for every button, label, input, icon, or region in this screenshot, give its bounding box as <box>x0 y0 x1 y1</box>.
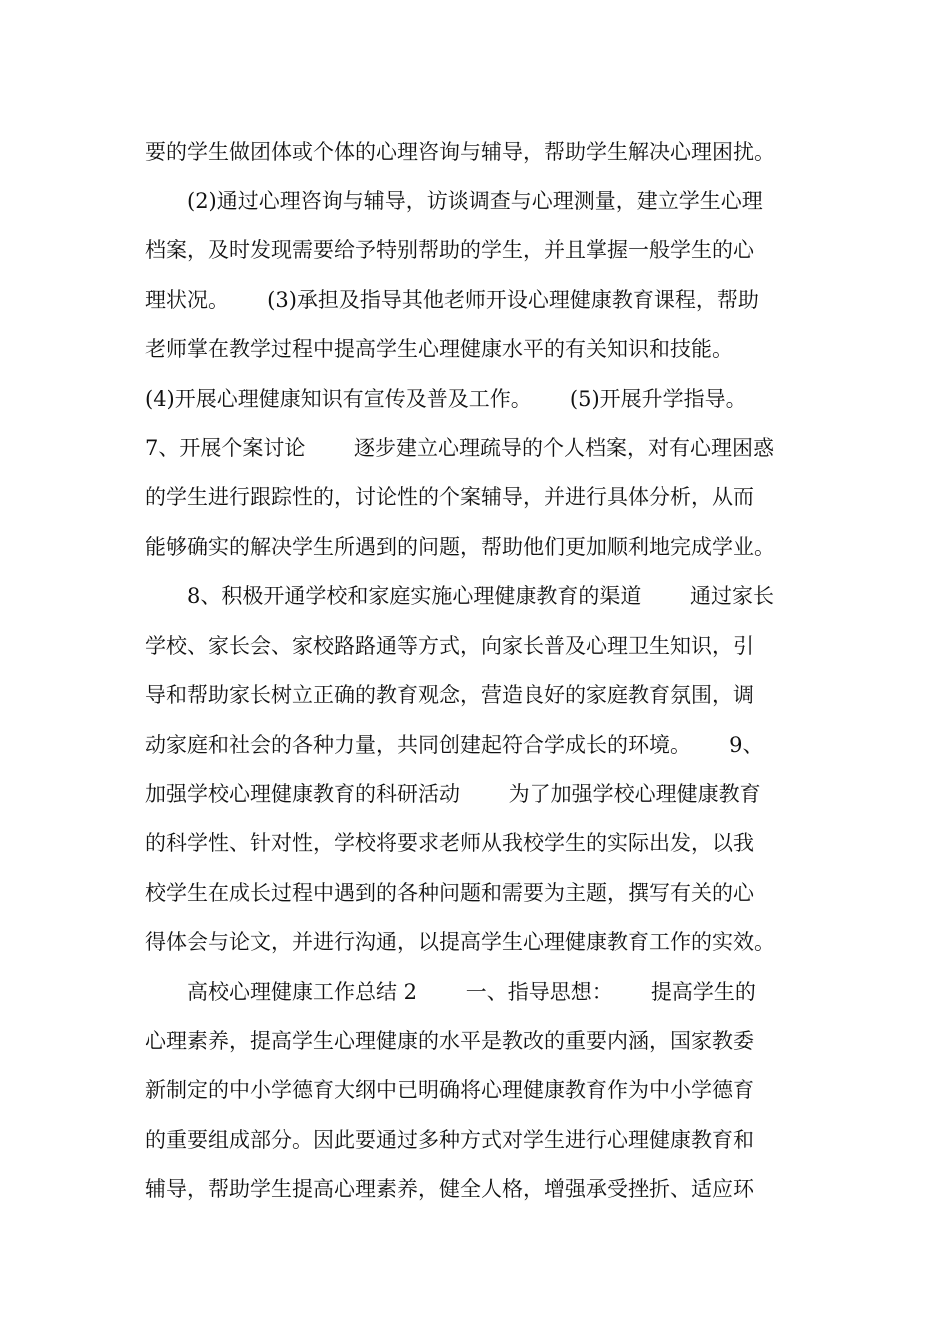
text-line-14: 加强学校心理健康教育的科研活动 为了加强学校心理健康教育 <box>145 782 761 806</box>
text-line-15: 的科学性、针对性，学校将要求老师从我校学生的实际出发，以我 <box>145 831 754 855</box>
text-line-19: 心理素养，提高学生心理健康的水平是教改的重要内涵，国家教委 <box>145 1029 754 1053</box>
text-line-1: 要的学生做团体或个体的心理咨询与辅导，帮助学生解决心理困扰。 <box>145 140 775 164</box>
text-line-16: 校学生在成长过程中遇到的各种问题和需要为主题，撰写有关的心 <box>145 881 754 905</box>
text-line-8: 的学生进行跟踪性的，讨论性的个案辅导，并进行具体分析，从而 <box>145 485 754 509</box>
text-line-13: 动家庭和社会的各种力量，共同创建起符合学成长的环境。 9、 <box>145 733 764 757</box>
text-line-5: 老师掌在教学过程中提高学生心理健康水平的有关知识和技能。 <box>145 337 733 361</box>
text-line-4: 理状况。 (3)承担及指导其他老师开设心理健康教育课程，帮助 <box>145 288 759 312</box>
text-line-10: 8、积极开通学校和家庭实施心理健康教育的渠道 通过家长 <box>145 584 775 608</box>
text-line-17: 得体会与论文，并进行沟通，以提高学生心理健康教育工作的实效。 <box>145 930 775 954</box>
text-line-20: 新制定的中小学德育大纲中已明确将心理健康教育作为中小学德育 <box>145 1078 754 1102</box>
text-line-6: (4)开展心理健康知识有宣传及普及工作。 (5)开展升学指导。 <box>145 387 747 411</box>
text-line-22: 辅导，帮助学生提高心理素养，健全人格，增强承受挫折、适应环 <box>145 1177 754 1201</box>
text-line-3: 档案，及时发现需要给予特别帮助的学生，并且掌握一般学生的心 <box>145 238 754 262</box>
text-line-2: (2)通过心理咨询与辅导，访谈调查与心理测量，建立学生心理 <box>145 189 763 213</box>
text-line-9: 能够确实的解决学生所遇到的问题，帮助他们更加顺利地完成学业。 <box>145 535 775 559</box>
text-line-7: 7、开展个案讨论 逐步建立心理疏导的个人档案，对有心理困惑 <box>145 436 775 460</box>
text-line-18: 高校心理健康工作总结 2 一、指导思想： 提高学生的 <box>145 980 756 1004</box>
text-line-21: 的重要组成部分。因此要通过多种方式对学生进行心理健康教育和 <box>145 1128 754 1152</box>
text-line-11: 学校、家长会、家校路路通等方式，向家长普及心理卫生知识，引 <box>145 634 754 658</box>
text-line-12: 导和帮助家长树立正确的教育观念，营造良好的家庭教育氛围，调 <box>145 683 754 707</box>
